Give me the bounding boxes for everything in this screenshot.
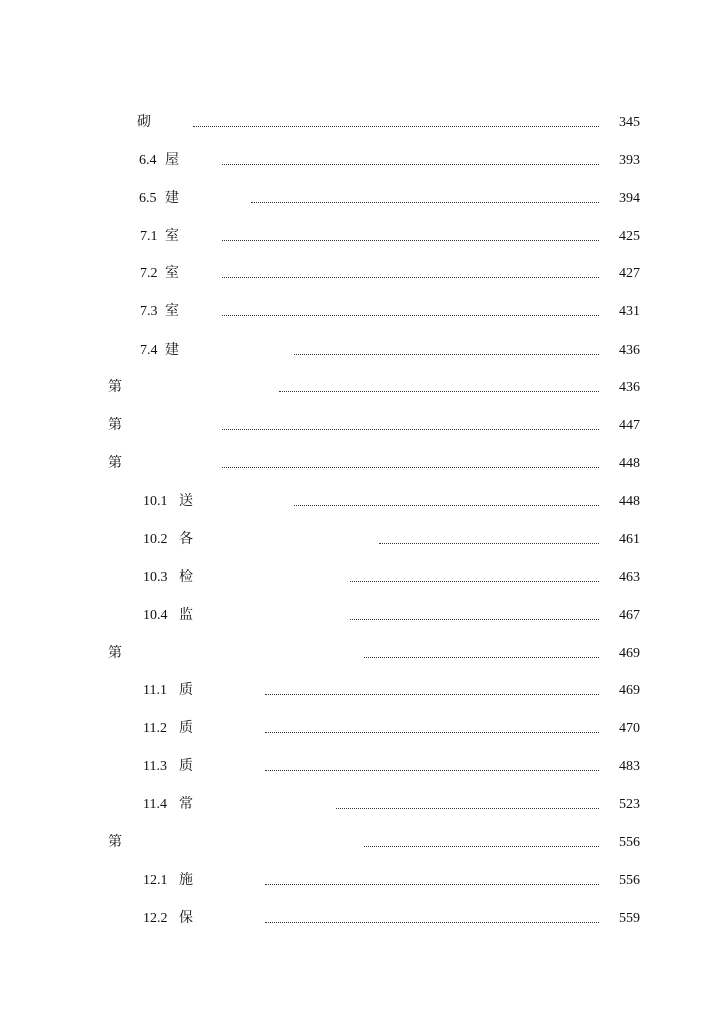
toc-entry-title: 第 (108, 418, 122, 433)
toc-entry-title: 室 (165, 304, 179, 319)
toc-entry-number: 10.2 (143, 532, 168, 547)
toc-entry-page: 559 (619, 911, 640, 926)
toc-entry-title: 第 (108, 380, 122, 395)
toc-entry (0, 528, 724, 552)
dot-leader (336, 808, 599, 809)
toc-entry-title: 室 (165, 229, 179, 244)
toc-entry-number: 12.1 (143, 873, 168, 888)
toc-entry (0, 869, 724, 893)
toc-entry-page: 469 (619, 683, 640, 698)
toc-entry-number: 11.4 (143, 797, 167, 812)
toc-entry (0, 452, 724, 476)
dot-leader (265, 884, 599, 885)
toc-entry (0, 755, 724, 779)
toc-entry-title: 建 (165, 191, 179, 206)
toc-entry-page: 448 (619, 456, 640, 471)
dot-leader (279, 391, 599, 392)
dot-leader (222, 164, 599, 165)
toc-entry-title: 第 (108, 646, 122, 661)
toc-entry-number: 11.2 (143, 721, 167, 736)
dot-leader (294, 354, 599, 355)
toc-entry-page: 483 (619, 759, 640, 774)
toc-entry (0, 642, 724, 666)
dot-leader (350, 581, 599, 582)
dot-leader (379, 543, 599, 544)
toc-entry-page: 436 (619, 380, 640, 395)
toc-entry (0, 225, 724, 249)
dot-leader (265, 694, 599, 695)
toc-entry-title: 质 (179, 683, 193, 698)
toc-entry-title: 常 (179, 797, 193, 812)
toc-entry (0, 793, 724, 817)
toc-entry (0, 111, 724, 135)
toc-entry-page: 467 (619, 608, 640, 623)
toc-entry-page: 463 (619, 570, 640, 585)
dot-leader (265, 770, 599, 771)
dot-leader (222, 240, 599, 241)
toc-entry-title: 第 (108, 456, 122, 471)
toc-entry-title: 室 (165, 266, 179, 281)
toc-entry (0, 907, 724, 931)
toc-entry-page: 393 (619, 153, 640, 168)
toc-entry-number: 6.4 (139, 153, 157, 168)
toc-entry-number: 10.1 (143, 494, 168, 509)
toc-entry-page: 556 (619, 835, 640, 850)
dot-leader (265, 732, 599, 733)
toc-entry-title: 建 (165, 343, 179, 358)
dot-leader (350, 619, 599, 620)
toc-entry-title: 检 (179, 570, 193, 585)
toc-entry-page: 447 (619, 418, 640, 433)
dot-leader (364, 846, 599, 847)
toc-entry (0, 300, 724, 324)
toc-entry (0, 149, 724, 173)
dot-leader (193, 126, 599, 127)
toc-entry (0, 414, 724, 438)
toc-entry-title: 质 (179, 759, 193, 774)
toc-entry-page: 470 (619, 721, 640, 736)
toc-entry-number: 10.4 (143, 608, 168, 623)
toc-entry-page: 448 (619, 494, 640, 509)
toc-entry-title: 砌 (137, 115, 151, 130)
dot-leader (265, 922, 599, 923)
dot-leader (222, 315, 599, 316)
toc-entry (0, 187, 724, 211)
dot-leader (222, 429, 599, 430)
toc-entry-number: 11.3 (143, 759, 167, 774)
toc-entry-number: 12.2 (143, 911, 168, 926)
toc-entry-number: 11.1 (143, 683, 167, 698)
toc-entry-page: 425 (619, 229, 640, 244)
toc-entry (0, 604, 724, 628)
toc-entry-title: 监 (179, 608, 193, 623)
toc-entry-page: 461 (619, 532, 640, 547)
dot-leader (251, 202, 599, 203)
toc-entry-number: 7.3 (140, 304, 158, 319)
toc-entry-page: 556 (619, 873, 640, 888)
toc-entry-number: 6.5 (139, 191, 157, 206)
toc-entry-number: 10.3 (143, 570, 168, 585)
toc-entry-title: 送 (179, 494, 193, 509)
toc-entry (0, 831, 724, 855)
toc-entry-title: 施 (179, 873, 193, 888)
toc-entry-page: 436 (619, 343, 640, 358)
toc-entry-page: 345 (619, 115, 640, 130)
toc-entry-page: 394 (619, 191, 640, 206)
toc-entry-title: 质 (179, 721, 193, 736)
toc-entry-page: 469 (619, 646, 640, 661)
toc-entry (0, 717, 724, 741)
toc-entry (0, 376, 724, 400)
toc-entry (0, 566, 724, 590)
toc-entry (0, 262, 724, 286)
toc-entry-page: 523 (619, 797, 640, 812)
toc-entry-title: 屋 (165, 153, 179, 168)
toc-entry-number: 7.2 (140, 266, 158, 281)
dot-leader (294, 505, 599, 506)
toc-entry-page: 427 (619, 266, 640, 281)
toc-entry-number: 7.4 (140, 343, 158, 358)
toc-entry-title: 保 (179, 911, 193, 926)
toc-entry-page: 431 (619, 304, 640, 319)
toc-entry (0, 490, 724, 514)
toc-entry-number: 7.1 (140, 229, 158, 244)
toc-entry (0, 339, 724, 363)
toc-entry-title: 第 (108, 835, 122, 850)
dot-leader (222, 467, 599, 468)
dot-leader (364, 657, 599, 658)
dot-leader (222, 277, 599, 278)
toc-entry-title: 各 (179, 532, 193, 547)
toc-entry (0, 679, 724, 703)
